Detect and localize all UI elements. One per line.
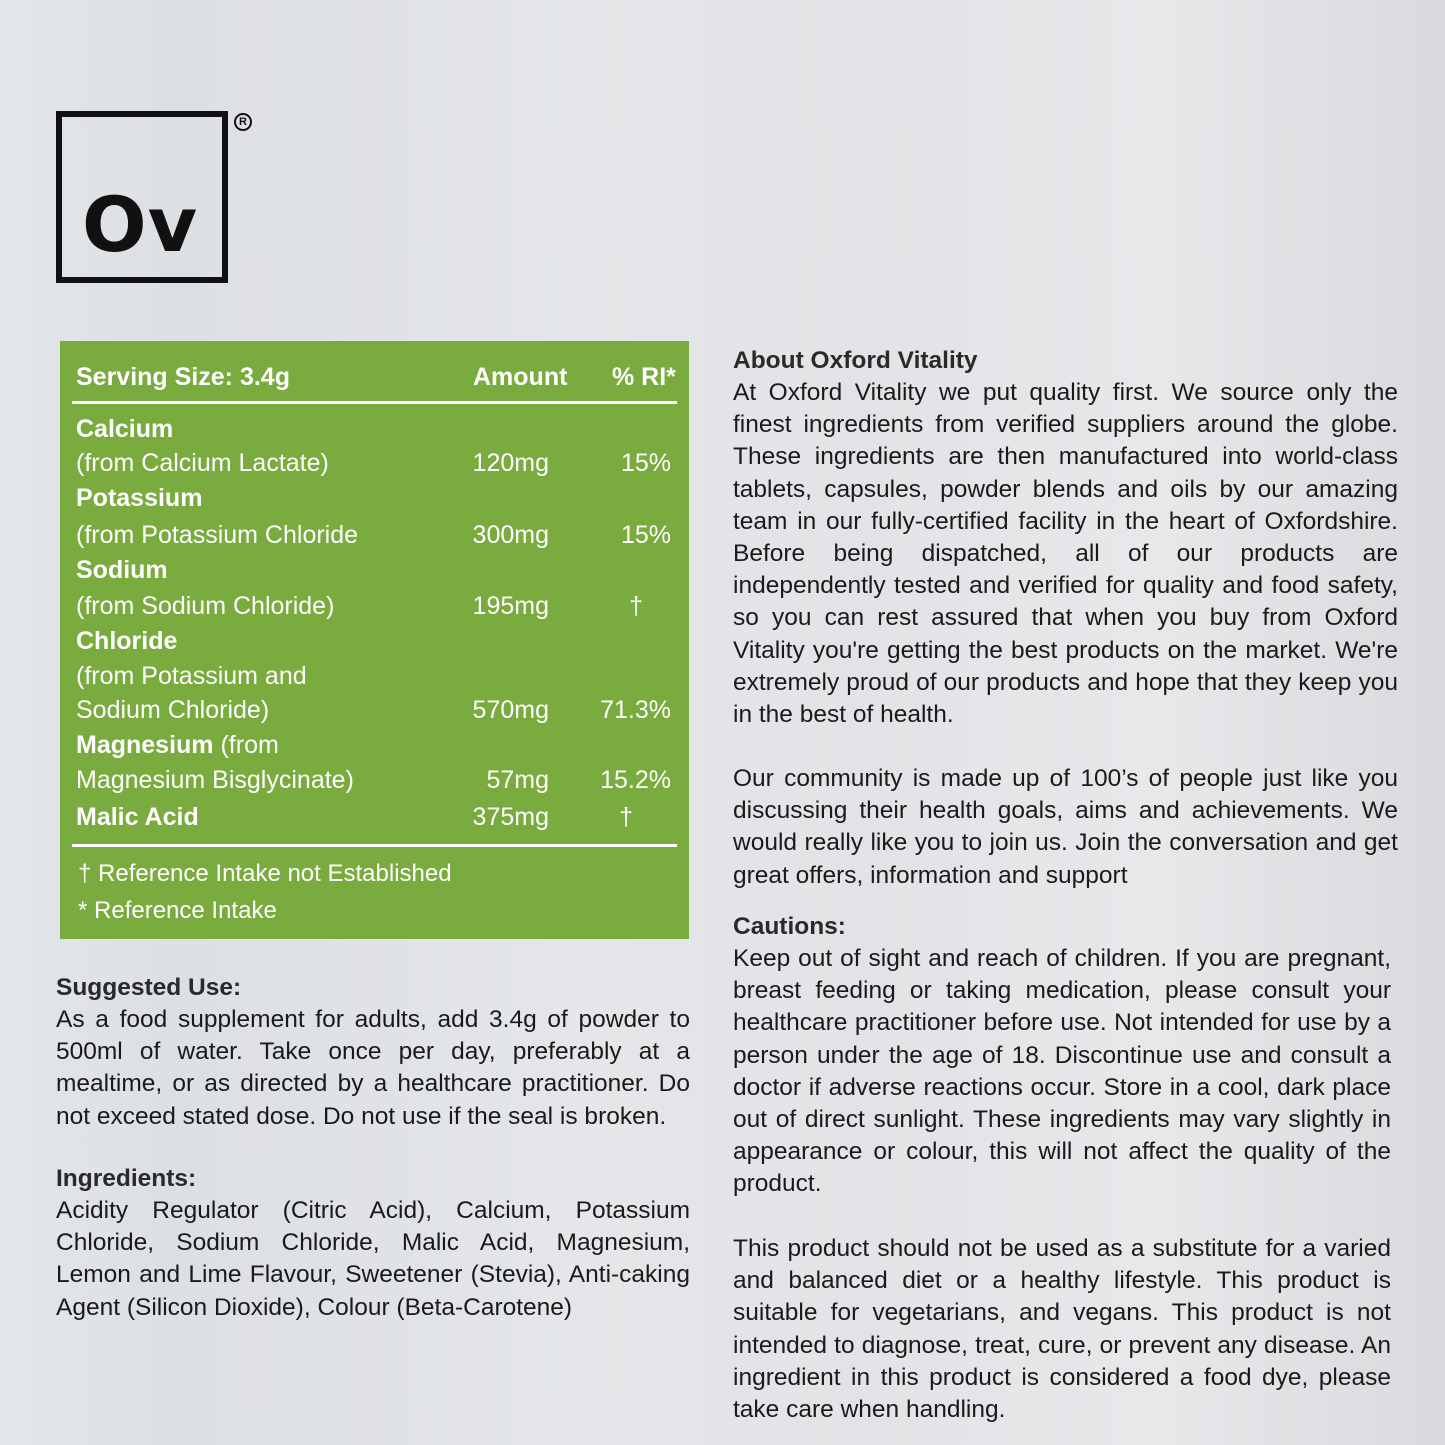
nutrient-ri: 15%: [620, 449, 671, 477]
footnote-asterisk: * Reference Intake: [78, 897, 277, 924]
nutrient-name: Potassium: [76, 484, 203, 512]
about-section: [733, 345, 1398, 731]
cautions-section: [733, 911, 1391, 1201]
nutrient-name: Malic Acid: [76, 803, 199, 831]
community-section: [733, 763, 1398, 892]
nutrient-row: [76, 763, 681, 797]
disclaimer-text: This product should not be used as a substitute for a varied and balanced diet or a healthy lifestyle. This product is suitable for vegetarians, and vegans. This product is not intended to diagnose, treat, cure, or prevent any disease. An ingredient in this product is considered a food dye, please take care when handling.: [733, 1235, 1391, 1424]
registered-trademark-icon: R: [234, 113, 252, 131]
nutrient-row: [76, 659, 681, 693]
amount-column-header: Amount: [473, 363, 568, 391]
cautions-text: Keep out of sight and reach of children. If you are pregnant, breast feeding or taking medication, please consult your healthcare practitioner before use. Not intended for use by a person under the age of 18. Discontinue use and consult a doctor if adverse reactions occur. Store in a cool, dark place out of direct sunlight. These ingredients may vary slightly in appearance or colour, this will not affect the quality of the product.: [733, 945, 1391, 1198]
nutrient-source: (from Potassium and: [76, 662, 307, 690]
nutrient-row: [76, 624, 681, 658]
nutrient-amount: 57mg: [486, 766, 549, 794]
brand-logo: [56, 111, 228, 283]
nutrition-header: [76, 363, 679, 393]
nutrition-facts-panel: [60, 341, 689, 939]
nutrient-ri: 71.3%: [600, 696, 671, 724]
serving-size-label: Serving Size: 3.4g: [76, 363, 290, 391]
footnote-dagger: † Reference Intake not Established: [78, 860, 452, 887]
nutrient-ri: 15%: [620, 521, 671, 549]
nutrient-source: (from Calcium Lactate): [76, 449, 329, 477]
nutrient-source: Magnesium Bisglycinate): [76, 766, 354, 794]
nutrient-row: [76, 412, 681, 446]
ingredients-text: Acidity Regulator (Citric Acid), Calcium, Potassium Chloride, Sodium Chloride, Malic Acid, Magnesium, Lemon and Lime Flavour, Sweetener (Stevia), Anti-caking Agent (Silicon Dioxide), Colour (Beta-Carotene): [56, 1197, 690, 1321]
nutrient-source: (from Sodium Chloride): [76, 592, 335, 620]
footer-divider: [72, 844, 677, 847]
suggested-use-heading: Suggested Use:: [56, 974, 242, 1001]
cautions-heading: Cautions:: [733, 913, 846, 940]
suggested-use-section: [56, 972, 690, 1133]
nutrient-amount: 300mg: [472, 521, 549, 549]
nutrient-row: [76, 481, 681, 515]
nutrient-amount: 375mg: [472, 803, 549, 831]
nutrient-row: [76, 518, 681, 552]
about-heading: About Oxford Vitality: [733, 347, 978, 374]
nutrient-row: [76, 553, 681, 587]
nutrient-name: Chloride: [76, 627, 178, 655]
nutrient-ri: †: [629, 592, 643, 620]
nutrient-row: [76, 693, 681, 727]
community-text: Our community is made up of 100’s of people just like you discussing their health goals, aims and achievements. We would really like you to join us. Join the conversation and get great offers, information and support: [733, 765, 1398, 889]
nutrient-ri: 15.2%: [600, 766, 671, 794]
nutrient-name-suffix: (from: [213, 731, 279, 759]
nutrient-row: [76, 446, 681, 480]
ingredients-heading: Ingredients:: [56, 1165, 197, 1192]
nutrient-row: [76, 728, 681, 762]
ri-column-header: % RI*: [612, 363, 676, 391]
nutrient-source: Sodium Chloride): [76, 696, 270, 724]
header-divider: [72, 401, 677, 404]
logo-text: Ov: [82, 180, 199, 269]
nutrient-amount: 570mg: [472, 696, 549, 724]
nutrient-amount: 195mg: [472, 592, 549, 620]
nutrient-ri: †: [619, 803, 633, 831]
nutrient-name: Calcium: [76, 415, 174, 443]
nutrient-name: Magnesium: [76, 731, 214, 759]
about-text: At Oxford Vitality we put quality first. We source only the finest ingredients from verified suppliers around the globe. These ingredients are then manufactured into world-class tablets, capsules, powder blends and oils by our amazing team in our fully-certified facility in the heart of Oxfordshire. Before being dispatched, all of our products are independently tested and verified for quality and food safety, so you can rest assured that when you buy from Oxford Vitality you're getting the best products on the market. We're extremely proud of our products and hope that they keep you in the best of health.: [733, 379, 1398, 729]
ingredients-section: [56, 1163, 690, 1324]
nutrient-name: Sodium: [76, 556, 168, 584]
nutrient-amount: 120mg: [472, 449, 549, 477]
nutrient-source: (from Potassium Chloride: [76, 521, 359, 549]
disclaimer-section: [733, 1233, 1391, 1426]
nutrient-row: [76, 800, 681, 834]
nutrient-row: [76, 589, 681, 623]
suggested-use-text: As a food supplement for adults, add 3.4g of powder to 500ml of water. Take once per day, preferably at a mealtime, or as directed by a healthcare practitioner. Do not exceed stated dose. Do not use if the seal is broken.: [56, 1006, 690, 1130]
